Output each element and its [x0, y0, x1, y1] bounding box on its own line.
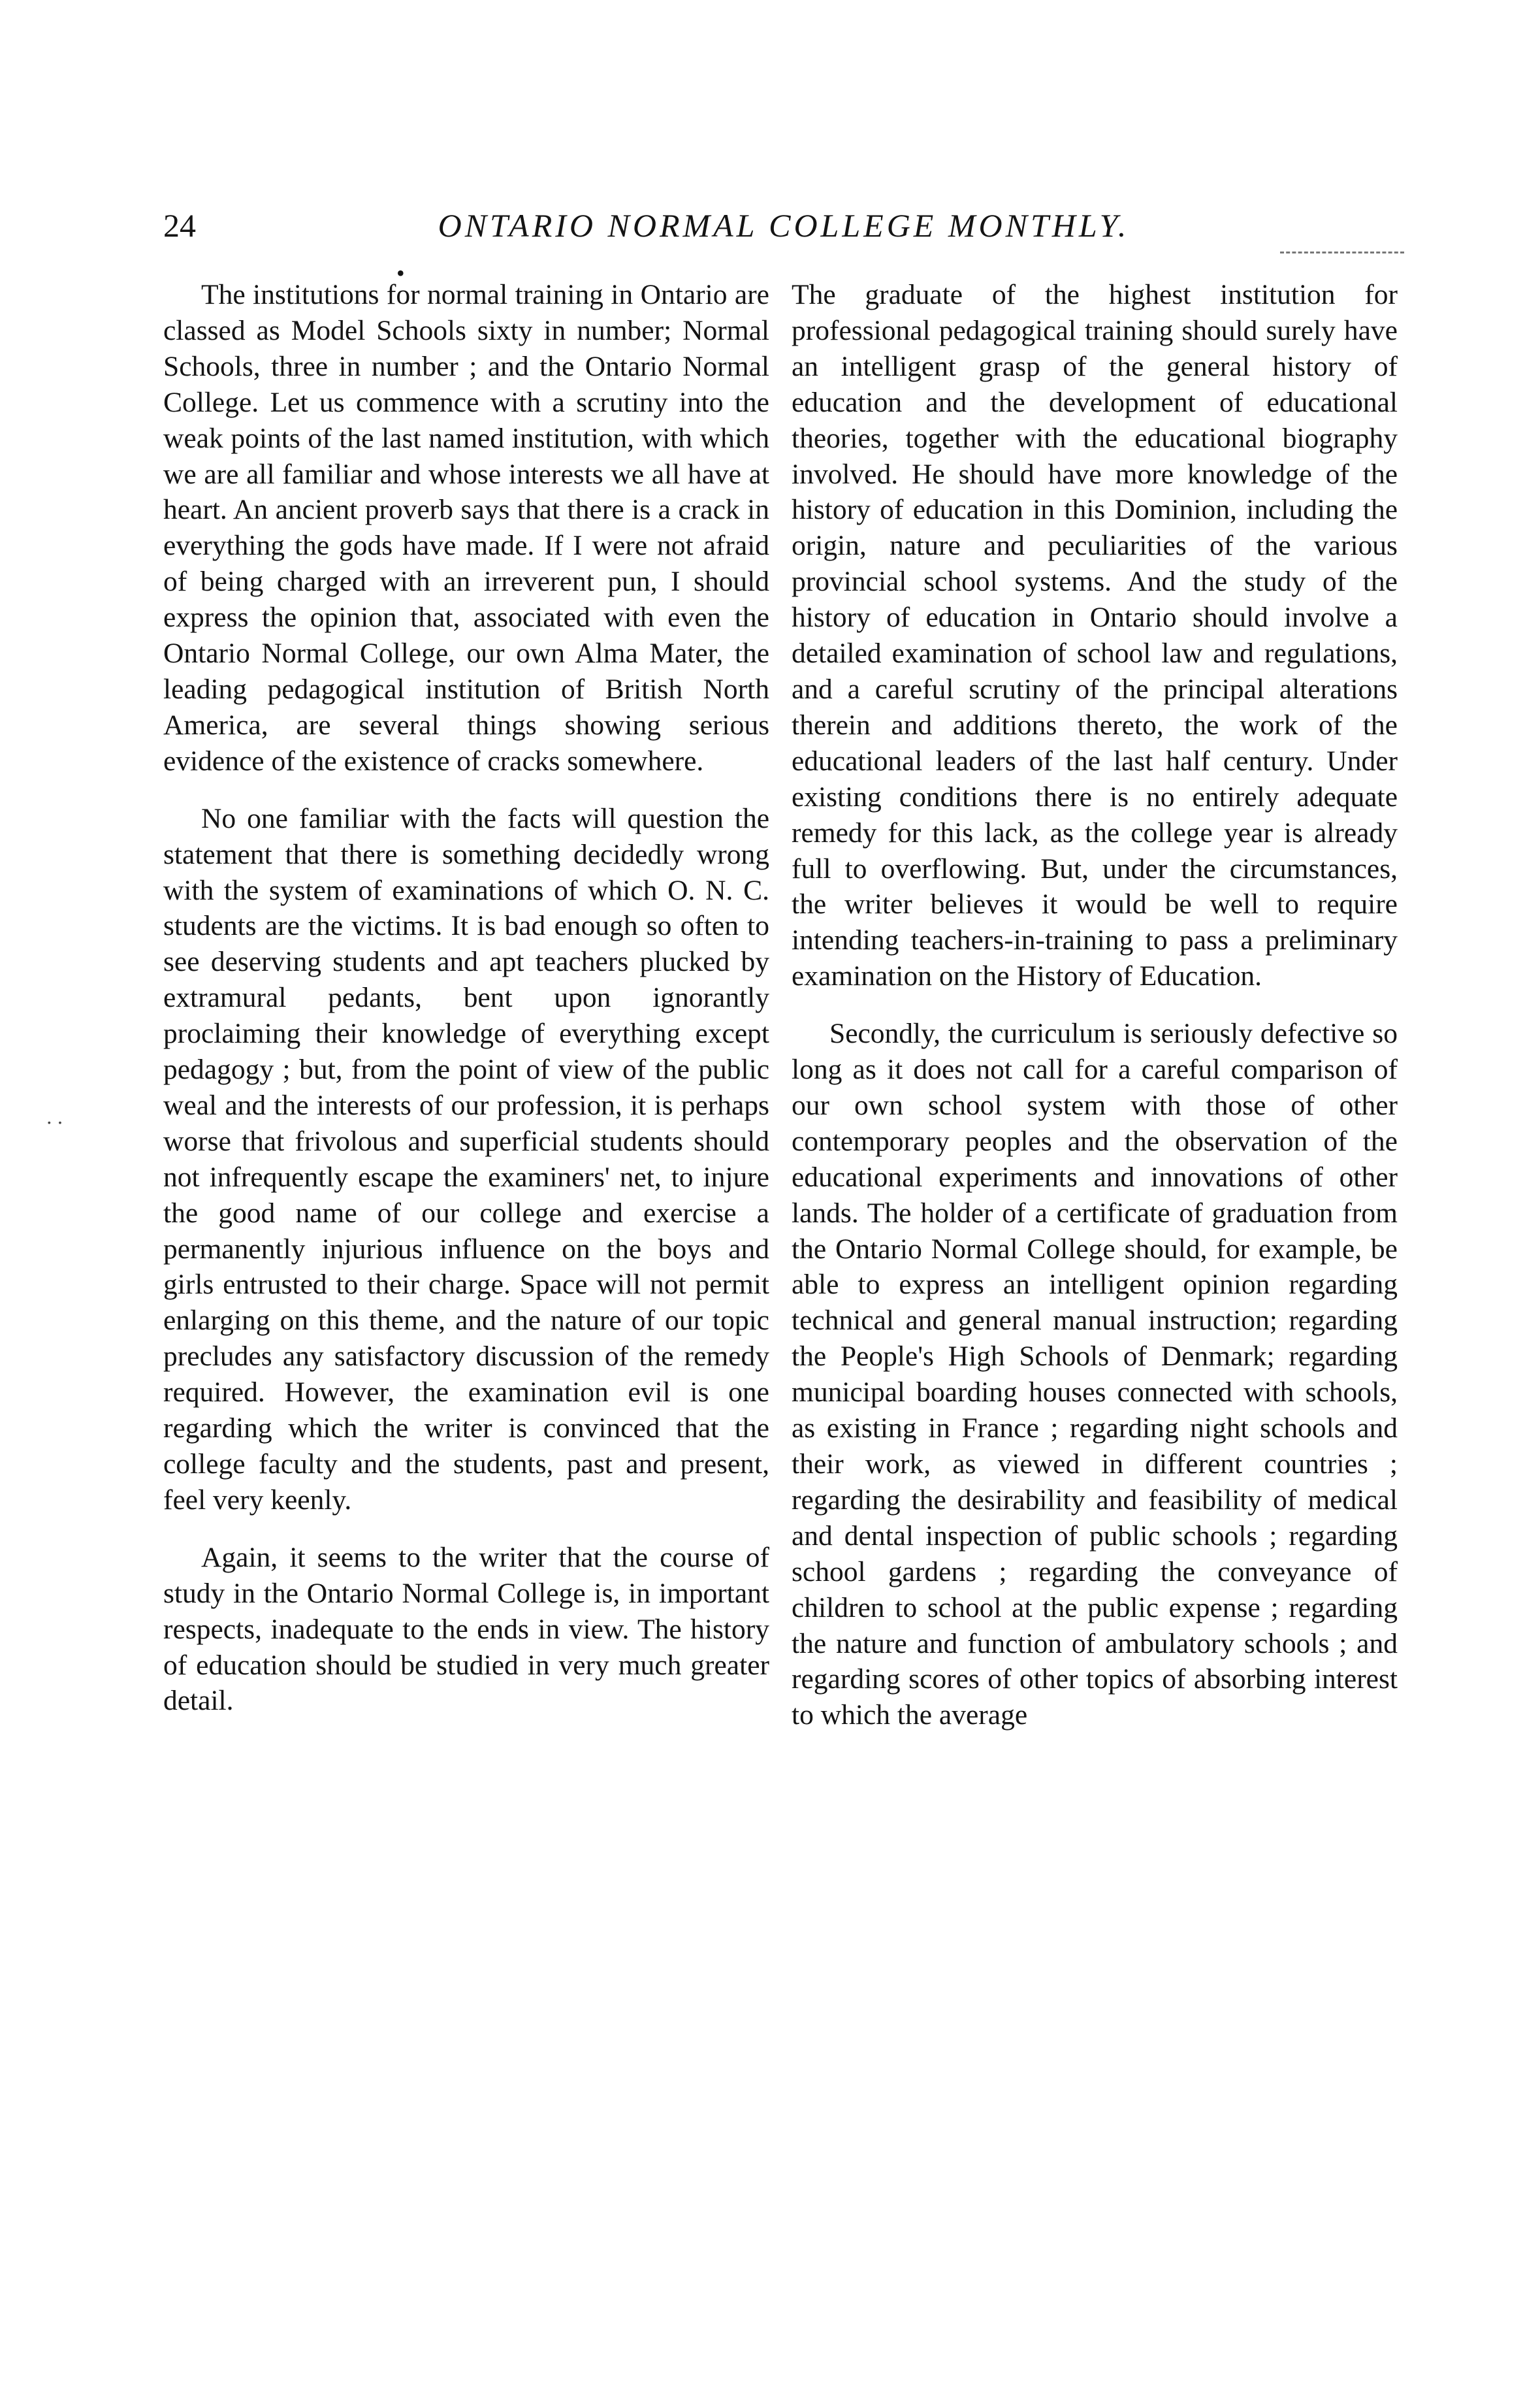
left-paragraph-3: Again, it seems to the writer that the course of study in the Ontario Normal College is, in important respects, inadequate to the ends in view. The history of education should be studied in very much greater detail. — [163, 1541, 769, 1717]
header-dash-rule — [1280, 252, 1404, 253]
page-number: 24 — [163, 207, 196, 244]
running-head — [163, 196, 1404, 255]
journal-title: ONTARIO NORMAL COLLEGE MONTHLY. — [438, 207, 1130, 244]
right-column — [792, 277, 1398, 1733]
left-column — [163, 277, 769, 1719]
right-paragraph-1: The graduate of the highest institution for professional pedagogical training should surely have an intelligent grasp of the general history of education and the development of educational theories, together with the educational biography involved. He should have more knowledge of the history of education in this Dominion, including the origin, nature and peculiarities of the various provincial school systems. And the study of the history of education in Ontario should involve a detailed examination of school law and regulations, and a careful scrutiny of the principal alterations therein and additions thereto, the work of the educational leaders of the last half century. Under existing conditions there is no entirely adequate remedy for this lack, as the college year is already full to overflowing. But, under the circumstances, the writer believes it would be well to require intending teachers-in-training to pass a preliminary examination on the History of Education. — [792, 279, 1398, 992]
left-paragraph-2: No one familiar with the facts will question the statement that there is something decidedly wrong with the system of examinations of which O. N. C. students are the victims. It is bad enough so often to see deserving students and apt teachers plucked by extramural pedants, bent upon ignorantly proclaiming their knowledge of everything except pedagogy ; but, from the point of view of the public weal and the interests of our profession, it is perhaps worse that frivolous and superficial students should not infrequently escape the examiners' net, to injure the good name of our college and exercise a permanently injurious influence on the boys and girls entrusted to their charge. Space will not permit enlarging on this theme, and the nature of our topic precludes any satisfactory discussion of the remedy required. However, the examination evil is one regarding which the writer is convinced that the college faculty and the students, past and present, feel very keenly. — [163, 802, 769, 1516]
left-paragraph-1: The institutions for normal training in Ontario are classed as Model Schools sixty in number; Normal Schools, three in number ; and the Ontario Normal College. Let us commence with a scrutiny into the weak points of the last named institution, with which we are all familiar and whose interests we all have at heart. An ancient proverb says that there is a crack in everything the gods have made. If I were not afraid of being charged with an irreverent pun, I should express the opinion that, associated with even the Ontario Normal College, our own Alma Mater, the leading pedagogical institution of British North America, are several things showing serious evidence of the existence of cracks somewhere. — [163, 279, 769, 777]
header-dot-ornament: • — [396, 260, 405, 286]
right-paragraph-2: Secondly, the curriculum is seriously defective so long as it does not call for a careful comparison of our own school system with those of other contemporary peoples and the observation of the educational experiments and innovations of other lands. The holder of a certificate of graduation from the Ontario Normal College should, for example, be able to express an intelligent opinion regarding technical and general manual instruction; regarding the People's High Schools of Denmark; regarding municipal boarding houses connected with schools, as existing in France ; regarding night schools and their work, as viewed in different countries ; regarding the desirability and feasibility of medical and dental inspection of public schools ; regarding school gardens ; regarding the conveyance of children to school at the public expense ; regarding the nature and function of ambulatory schools ; and regarding scores of other topics of absorbing interest to which the average — [792, 1018, 1398, 1731]
margin-dots-mark: ·· — [46, 1111, 68, 1134]
